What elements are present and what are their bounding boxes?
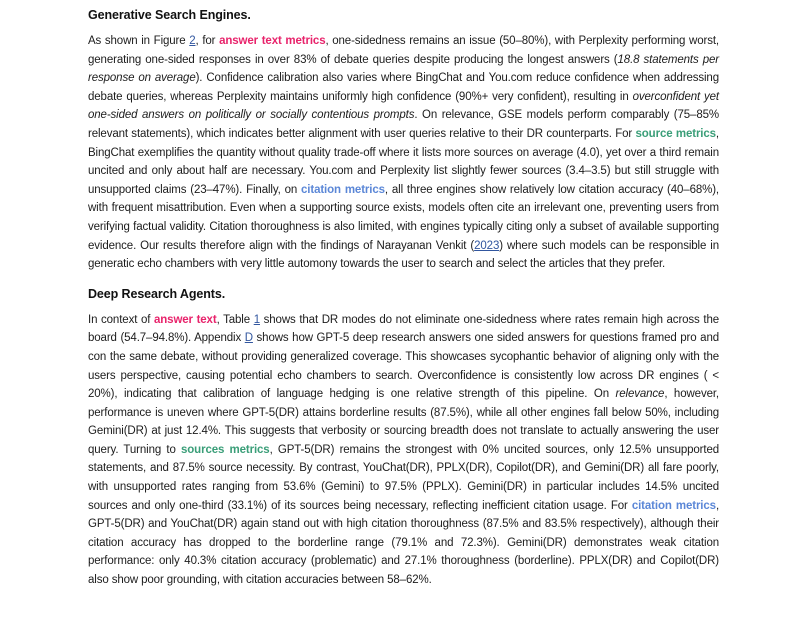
inline-reference-link[interactable]: 2023	[474, 239, 500, 252]
text-run: . On relevance, GSE models perform comparably (75–85% relevant statements), which indicates better alignment with user queries relative to their DR counterparts. For	[88, 109, 719, 140]
paper-body	[88, 8, 719, 590]
section-generative-search-engines	[88, 8, 719, 274]
text-run: As shown in Figure	[88, 35, 190, 47]
text-run: , GPT-5(DR) remains the strongest with 0% uncited sources, only 12.5% unsupported statements, and 87.5% source necessity. By contrast, YouChat(DR), PPLX(DR), Copilot(DR), and Gemini(DR) all fare poorly, with unsupported rates ranging from 53.6% (Gemini) to 97.5% (PPLX). Gemini(DR) in particular includes 14.5% uncited sources and only one-third (33.1%) of its sources being necessary, reflecting inefficient citation usage. For	[88, 443, 720, 512]
emphasized-text: relevance	[615, 388, 665, 401]
text-run: , GPT-5(DR) and YouChat(DR) again stand out with high citation thoroughness (87.5% and 83.5% respectively), although their citation accuracy has dropped to the borderline range (79.1% and 72.3%). Gemini(DR) demonstrates weak citation performance: only 40.3% citation accuracy (problematic) and 27.1% thoroughness (borderline). PPLX(DR) and Copilot(DR) also show poor grounding, with citation accuracies between 58–62%.	[88, 499, 720, 587]
inline-reference-link[interactable]: D	[244, 332, 253, 345]
paragraph-generative-search-engines	[88, 32, 719, 274]
section-heading-generative-search-engines: Generative Search Engines.	[88, 8, 251, 22]
inline-reference-link[interactable]: 1	[253, 313, 260, 326]
text-run: In context of	[88, 313, 154, 326]
citation-metrics-term: citation metrics	[631, 499, 716, 512]
text-run: , however, performance is uneven where GPT-5(DR) attains borderline results (87.5%), while all other engines fall below 50%, including Gemini(DR) at just 12.4%. This suggests that verbosity or sourcing breadth does not translate to actually answering the user query. Turning to	[88, 388, 719, 456]
text-run: ) where such models can be responsible in generatic echo chambers with very little automony towards the user to search and select the articles that they prefer.	[88, 239, 719, 271]
answer-text-metrics-term: answer text metrics	[219, 35, 326, 47]
section-deep-research-agents	[88, 287, 719, 590]
source-metrics-term: source metrics	[635, 127, 716, 140]
text-run: ). Confidence calibration also varies where BingChat and You.com reduce confidence when addressing debate queries, whereas Perplexity maintains uniformly high confidence (90%+ very confident), resulting in	[88, 72, 719, 103]
text-run: , Table	[216, 313, 254, 326]
section-heading-deep-research-agents: Deep Research Agents.	[88, 286, 226, 301]
text-run: , all three engines show relatively low citation accuracy (40–68%), with frequent misattribution. Even when a supporting source exists, models often cite an irrelevant one, preventing users from verifying factual validity. Citation thoroughness is also limited, with engines typically citing only a subset of available supporting evidence. Our results therefore align with the findings of Narayanan Venkit (	[88, 183, 720, 252]
text-run: shows how GPT-5 deep research answers one sided answers for questions framed pro and con the same debate, without providing generalized coverage. This showcases sycophantic behavior of aligning only with the users perspective, causing potential echo chambers to search. Overconfidence is consistently low across DR engines ( < 20%), indicating that calibration of language hedging is one relative strength of this pipeline. On	[88, 332, 719, 401]
text-run: shows that DR modes do not eliminate one-sidedness where rates remain high across the board (54.7–94.8%). Appendix	[88, 313, 719, 345]
emphasized-text: overconfident yet one-sided answers on politically or socially contentious prompts	[88, 90, 719, 122]
citation-metrics-term: citation metrics	[301, 183, 385, 196]
text-run: , BingChat exemplifies the quantity without quality trade-off where it lists more sources on average (4.0), yet over a third remain uncited and only about half are necessary. You.com and Perplexity list slightly fewer sources (3.4–3.5) but still struggle with unsupported claims (23–47%). Finally, on	[88, 127, 719, 196]
inline-reference-link[interactable]: 2	[189, 35, 196, 47]
text-run: , one-sidedness remains an issue (50–80%), with Perplexity performing worst, generating one-sided responses in over 83% of debate queries despite producing the longest answers (	[88, 35, 719, 66]
source-metrics-term: sources metrics	[181, 443, 270, 456]
answer-text-metrics-term: answer text	[153, 313, 217, 326]
emphasized-text: 18.8 statements per response on average	[88, 53, 719, 85]
text-run: , for	[195, 35, 220, 47]
paragraph-deep-research-agents	[88, 311, 719, 590]
